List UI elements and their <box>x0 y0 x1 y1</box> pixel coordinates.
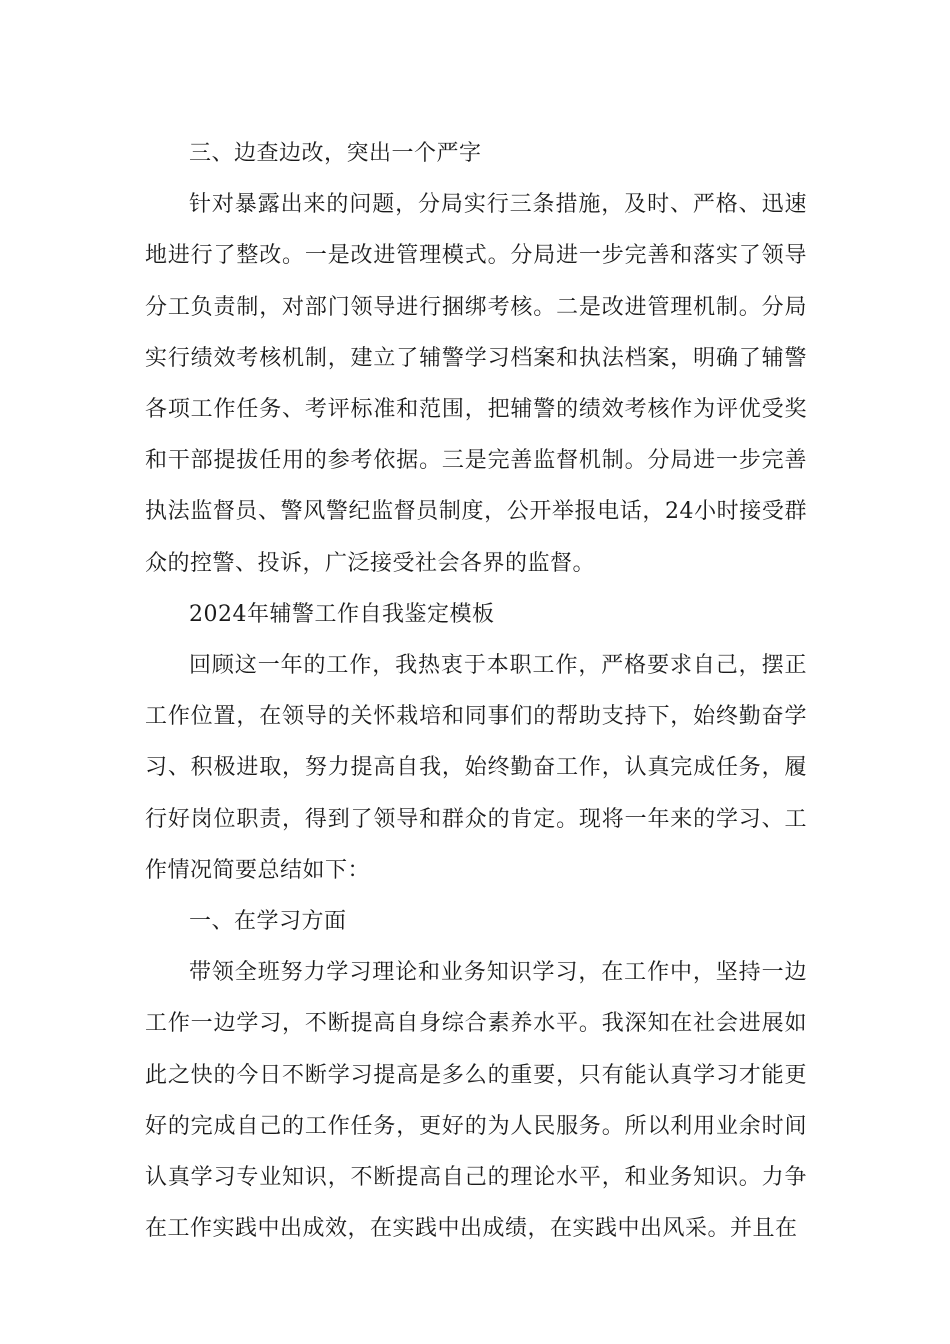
paragraph-review: 回顾这一年的工作，我热衷于本职工作，严格要求自己，摆正工作位置，在领导的关怀栽培和同事们的帮助支持下，始终勤奋学习、积极进取，努力提高自我，始终勤奋工作，认真完成任务，履行好岗位职责，得到了领导和群众的肯定。现将一年来的学习、工作情况简要总结如下： <box>145 653 807 883</box>
section-heading-study: 一、在学习方面 <box>189 909 347 935</box>
section-heading-rectification: 三、边查边改，突出一个严字 <box>189 141 482 166</box>
paragraph-rectification: 针对暴露出来的问题，分局实行三条措施，及时、严格、迅速地进行了整改。一是改进管理模式。分局进一步完善和落实了领导分工负责制，对部门领导进行捆绑考核。二是改进管理机制。分局实行绩效考核机制，建立了辅警学习档案和执法档案，明确了辅警各项工作任务、考评标准和范围，把辅警的绩效考核作为评优受奖和干部提拔任用的参考依据。三是完善监督机制。分局进一步完善执法监督员、警风警纪监督员制度，公开举报电话，24小时接受群众的控警、投诉，广泛接受社会各界的监督。 <box>145 192 807 576</box>
paragraph-study: 带领全班努力学习理论和业务知识学习，在工作中，坚持一边工作一边学习，不断提高自身综合素养水平。我深知在社会进展如此之快的今日不断学习提高是多么的重要，只有能认真学习才能更好的完成自己的工作任务，更好的为人民服务。所以利用业余时间认真学习专业知识，不断提高自己的理论水平，和业务知识。力争在工作实践中出成效，在实践中出成绩，在实践中出风采。并且在 <box>145 960 807 1242</box>
document-title: 2024年辅警工作自我鉴定模板 <box>189 601 495 627</box>
document-body <box>145 128 807 1254</box>
